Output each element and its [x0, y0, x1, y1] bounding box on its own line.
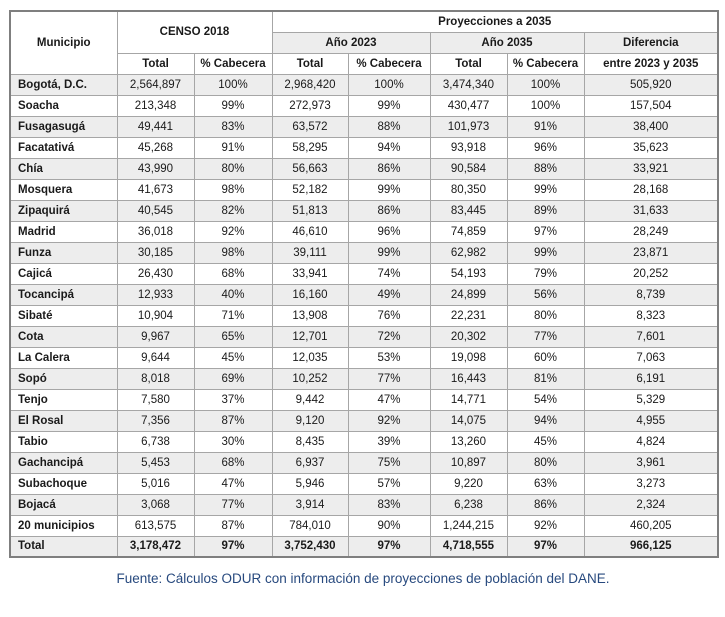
value-cell: 20,302 — [430, 326, 507, 347]
value-cell: 5,453 — [117, 452, 194, 473]
header-ano-2023: Año 2023 — [272, 32, 430, 53]
value-cell: 966,125 — [584, 536, 718, 557]
value-cell: 1,244,215 — [430, 515, 507, 536]
value-cell: 80,350 — [430, 179, 507, 200]
value-cell: 6,937 — [272, 452, 348, 473]
table-row — [10, 137, 718, 158]
value-cell: 3,914 — [272, 494, 348, 515]
value-cell: 96% — [348, 221, 430, 242]
table-body — [10, 74, 718, 557]
value-cell: 24,899 — [430, 284, 507, 305]
value-cell: 47% — [194, 473, 272, 494]
value-cell: 2,968,420 — [272, 74, 348, 95]
value-cell: 9,442 — [272, 389, 348, 410]
value-cell: 92% — [507, 515, 584, 536]
value-cell: 86% — [348, 158, 430, 179]
value-cell: 83,445 — [430, 200, 507, 221]
value-cell: 72% — [348, 326, 430, 347]
value-cell: 96% — [507, 137, 584, 158]
value-cell: 14,771 — [430, 389, 507, 410]
value-cell: 51,813 — [272, 200, 348, 221]
municipality-cell: Gachancipá — [10, 452, 117, 473]
municipality-cell: Cota — [10, 326, 117, 347]
value-cell: 12,933 — [117, 284, 194, 305]
municipality-cell: Chía — [10, 158, 117, 179]
value-cell: 65% — [194, 326, 272, 347]
value-cell: 99% — [507, 242, 584, 263]
value-cell: 79% — [507, 263, 584, 284]
table-row — [10, 95, 718, 116]
municipality-cell: Bogotá, D.C. — [10, 74, 117, 95]
value-cell: 52,182 — [272, 179, 348, 200]
value-cell: 99% — [348, 242, 430, 263]
value-cell: 45% — [507, 431, 584, 452]
header-2035-total: Total — [430, 53, 507, 74]
value-cell: 8,018 — [117, 368, 194, 389]
value-cell: 28,249 — [584, 221, 718, 242]
value-cell: 12,035 — [272, 347, 348, 368]
value-cell: 100% — [507, 74, 584, 95]
value-cell: 98% — [194, 242, 272, 263]
value-cell: 35,623 — [584, 137, 718, 158]
header-row-3 — [10, 53, 718, 74]
value-cell: 784,010 — [272, 515, 348, 536]
value-cell: 83% — [194, 116, 272, 137]
municipality-cell: 20 municipios — [10, 515, 117, 536]
value-cell: 88% — [348, 116, 430, 137]
table-row — [10, 242, 718, 263]
value-cell: 93,918 — [430, 137, 507, 158]
value-cell: 31,633 — [584, 200, 718, 221]
value-cell: 19,098 — [430, 347, 507, 368]
value-cell: 10,897 — [430, 452, 507, 473]
value-cell: 43,990 — [117, 158, 194, 179]
value-cell: 3,474,340 — [430, 74, 507, 95]
municipality-cell: Zipaquirá — [10, 200, 117, 221]
table-row — [10, 410, 718, 431]
value-cell: 9,220 — [430, 473, 507, 494]
municipality-cell: Sopó — [10, 368, 117, 389]
value-cell: 30% — [194, 431, 272, 452]
table-row — [10, 368, 718, 389]
value-cell: 69% — [194, 368, 272, 389]
value-cell: 97% — [507, 221, 584, 242]
value-cell: 36,018 — [117, 221, 194, 242]
value-cell: 16,160 — [272, 284, 348, 305]
value-cell: 20,252 — [584, 263, 718, 284]
value-cell: 80% — [507, 305, 584, 326]
value-cell: 74% — [348, 263, 430, 284]
value-cell: 6,191 — [584, 368, 718, 389]
value-cell: 91% — [194, 137, 272, 158]
value-cell: 47% — [348, 389, 430, 410]
value-cell: 33,921 — [584, 158, 718, 179]
value-cell: 26,430 — [117, 263, 194, 284]
value-cell: 4,718,555 — [430, 536, 507, 557]
population-projection-table — [9, 10, 719, 558]
municipality-cell: Soacha — [10, 95, 117, 116]
value-cell: 99% — [348, 95, 430, 116]
value-cell: 16,443 — [430, 368, 507, 389]
value-cell: 100% — [348, 74, 430, 95]
header-2023-total: Total — [272, 53, 348, 74]
value-cell: 74,859 — [430, 221, 507, 242]
value-cell: 7,580 — [117, 389, 194, 410]
value-cell: 100% — [194, 74, 272, 95]
value-cell: 94% — [348, 137, 430, 158]
value-cell: 3,752,430 — [272, 536, 348, 557]
table-row — [10, 431, 718, 452]
value-cell: 9,120 — [272, 410, 348, 431]
table-row — [10, 116, 718, 137]
value-cell: 60% — [507, 347, 584, 368]
value-cell: 92% — [194, 221, 272, 242]
value-cell: 7,063 — [584, 347, 718, 368]
value-cell: 98% — [194, 179, 272, 200]
value-cell: 5,016 — [117, 473, 194, 494]
value-cell: 86% — [507, 494, 584, 515]
value-cell: 14,075 — [430, 410, 507, 431]
value-cell: 87% — [194, 410, 272, 431]
municipality-cell: Tabio — [10, 431, 117, 452]
value-cell: 8,323 — [584, 305, 718, 326]
value-cell: 92% — [348, 410, 430, 431]
value-cell: 3,068 — [117, 494, 194, 515]
value-cell: 13,260 — [430, 431, 507, 452]
value-cell: 37% — [194, 389, 272, 410]
value-cell: 3,178,472 — [117, 536, 194, 557]
value-cell: 90% — [348, 515, 430, 536]
value-cell: 56,663 — [272, 158, 348, 179]
value-cell: 49,441 — [117, 116, 194, 137]
value-cell: 10,252 — [272, 368, 348, 389]
value-cell: 56% — [507, 284, 584, 305]
municipality-cell: Sibaté — [10, 305, 117, 326]
value-cell: 2,564,897 — [117, 74, 194, 95]
table-row — [10, 263, 718, 284]
value-cell: 38,400 — [584, 116, 718, 137]
value-cell: 101,973 — [430, 116, 507, 137]
header-censo-total: Total — [117, 53, 194, 74]
header-diferencia: Diferencia — [584, 32, 718, 53]
municipality-cell: Funza — [10, 242, 117, 263]
header-censo-cabecera: % Cabecera — [194, 53, 272, 74]
value-cell: 80% — [507, 452, 584, 473]
municipality-cell: Madrid — [10, 221, 117, 242]
value-cell: 39% — [348, 431, 430, 452]
municipality-cell: Total — [10, 536, 117, 557]
value-cell: 10,904 — [117, 305, 194, 326]
header-municipio: Municipio — [10, 11, 117, 74]
table-row — [10, 305, 718, 326]
table-row — [10, 347, 718, 368]
value-cell: 41,673 — [117, 179, 194, 200]
header-row-1 — [10, 11, 718, 32]
table-row — [10, 158, 718, 179]
value-cell: 97% — [194, 536, 272, 557]
value-cell: 63,572 — [272, 116, 348, 137]
value-cell: 82% — [194, 200, 272, 221]
value-cell: 83% — [348, 494, 430, 515]
value-cell: 33,941 — [272, 263, 348, 284]
value-cell: 505,920 — [584, 74, 718, 95]
municipality-cell: Subachoque — [10, 473, 117, 494]
table-row — [10, 452, 718, 473]
value-cell: 57% — [348, 473, 430, 494]
value-cell: 12,701 — [272, 326, 348, 347]
value-cell: 63% — [507, 473, 584, 494]
value-cell: 53% — [348, 347, 430, 368]
value-cell: 45% — [194, 347, 272, 368]
municipality-cell: Tocancipá — [10, 284, 117, 305]
value-cell: 87% — [194, 515, 272, 536]
source-note: Fuente: Cálculos ODUR con información de proyecciones de población del DANE. — [116, 571, 610, 586]
value-cell: 91% — [507, 116, 584, 137]
value-cell: 46,610 — [272, 221, 348, 242]
header-diferencia-sub: entre 2023 y 2035 — [584, 53, 718, 74]
table-row — [10, 179, 718, 200]
table-row — [10, 221, 718, 242]
table-header — [10, 11, 718, 74]
value-cell: 97% — [507, 536, 584, 557]
value-cell: 30,185 — [117, 242, 194, 263]
value-cell: 272,973 — [272, 95, 348, 116]
value-cell: 7,356 — [117, 410, 194, 431]
value-cell: 62,982 — [430, 242, 507, 263]
municipality-cell: El Rosal — [10, 410, 117, 431]
value-cell: 76% — [348, 305, 430, 326]
header-2023-cabecera: % Cabecera — [348, 53, 430, 74]
value-cell: 213,348 — [117, 95, 194, 116]
value-cell: 80% — [194, 158, 272, 179]
value-cell: 9,967 — [117, 326, 194, 347]
municipality-cell: Mosquera — [10, 179, 117, 200]
value-cell: 23,871 — [584, 242, 718, 263]
value-cell: 99% — [348, 179, 430, 200]
value-cell: 6,238 — [430, 494, 507, 515]
value-cell: 2,324 — [584, 494, 718, 515]
value-cell: 40,545 — [117, 200, 194, 221]
value-cell: 28,168 — [584, 179, 718, 200]
header-proyecciones-2035: Proyecciones a 2035 — [272, 11, 718, 32]
value-cell: 39,111 — [272, 242, 348, 263]
value-cell: 13,908 — [272, 305, 348, 326]
value-cell: 3,273 — [584, 473, 718, 494]
table-row — [10, 494, 718, 515]
value-cell: 4,955 — [584, 410, 718, 431]
table-row — [10, 473, 718, 494]
value-cell: 86% — [348, 200, 430, 221]
value-cell: 77% — [507, 326, 584, 347]
table-row — [10, 389, 718, 410]
value-cell: 68% — [194, 263, 272, 284]
municipality-cell: Tenjo — [10, 389, 117, 410]
value-cell: 90,584 — [430, 158, 507, 179]
value-cell: 100% — [507, 95, 584, 116]
header-2035-cabecera: % Cabecera — [507, 53, 584, 74]
value-cell: 77% — [348, 368, 430, 389]
value-cell: 77% — [194, 494, 272, 515]
table-row — [10, 326, 718, 347]
table-row — [10, 284, 718, 305]
value-cell: 81% — [507, 368, 584, 389]
value-cell: 49% — [348, 284, 430, 305]
value-cell: 40% — [194, 284, 272, 305]
table-row — [10, 515, 718, 536]
value-cell: 7,601 — [584, 326, 718, 347]
value-cell: 88% — [507, 158, 584, 179]
table-row — [10, 74, 718, 95]
value-cell: 71% — [194, 305, 272, 326]
value-cell: 94% — [507, 410, 584, 431]
value-cell: 9,644 — [117, 347, 194, 368]
municipality-cell: Facatativá — [10, 137, 117, 158]
value-cell: 97% — [348, 536, 430, 557]
value-cell: 157,504 — [584, 95, 718, 116]
value-cell: 22,231 — [430, 305, 507, 326]
value-cell: 99% — [507, 179, 584, 200]
municipality-cell: Fusagasugá — [10, 116, 117, 137]
header-censo-2018: CENSO 2018 — [117, 11, 272, 53]
value-cell: 45,268 — [117, 137, 194, 158]
municipality-cell: La Calera — [10, 347, 117, 368]
value-cell: 613,575 — [117, 515, 194, 536]
value-cell: 89% — [507, 200, 584, 221]
table-row — [10, 200, 718, 221]
municipality-cell: Bojacá — [10, 494, 117, 515]
value-cell: 8,739 — [584, 284, 718, 305]
value-cell: 68% — [194, 452, 272, 473]
value-cell: 6,738 — [117, 431, 194, 452]
value-cell: 58,295 — [272, 137, 348, 158]
value-cell: 99% — [194, 95, 272, 116]
value-cell: 3,961 — [584, 452, 718, 473]
header-ano-2035: Año 2035 — [430, 32, 584, 53]
value-cell: 54% — [507, 389, 584, 410]
value-cell: 8,435 — [272, 431, 348, 452]
value-cell: 4,824 — [584, 431, 718, 452]
value-cell: 54,193 — [430, 263, 507, 284]
value-cell: 430,477 — [430, 95, 507, 116]
value-cell: 75% — [348, 452, 430, 473]
value-cell: 5,329 — [584, 389, 718, 410]
municipality-cell: Cajicá — [10, 263, 117, 284]
table-row — [10, 536, 718, 557]
value-cell: 5,946 — [272, 473, 348, 494]
value-cell: 460,205 — [584, 515, 718, 536]
